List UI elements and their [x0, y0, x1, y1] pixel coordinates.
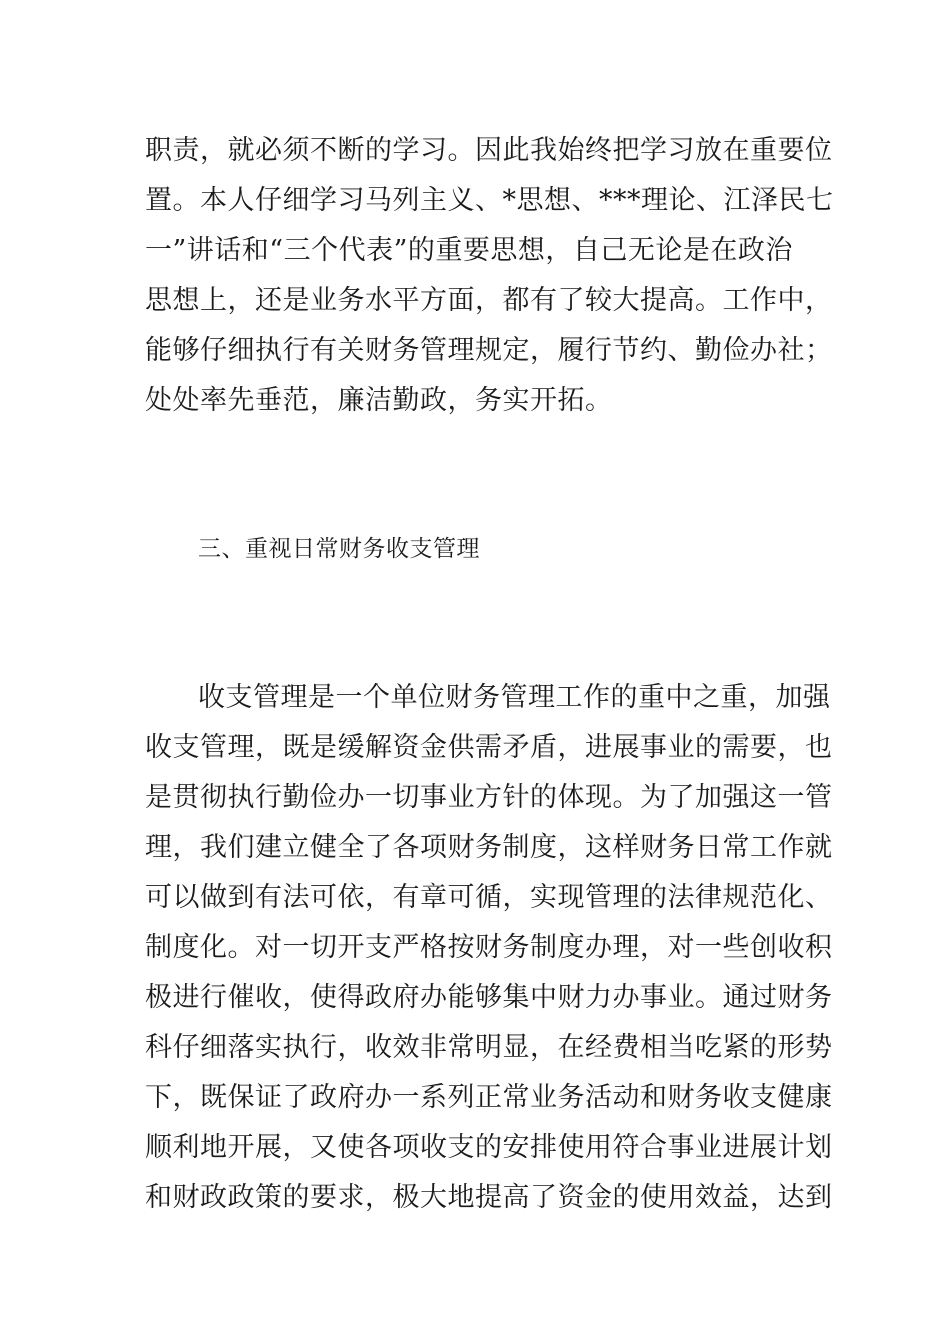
paragraph-line: 顺利地开展，又使各项收支的安排使用符合事业进展计划	[145, 1132, 833, 1163]
paragraph-line: 能够仔细执行有关财务管理规定，履行节约、勤俭办社；	[145, 335, 833, 366]
paragraph-line: 职责，就必须不断的学习。因此我始终把学习放在重要位	[145, 135, 833, 166]
paragraph-line: 收支管理，既是缓解资金供需矛盾，进展事业的需要，也	[145, 732, 833, 763]
paragraph-line: 极进行催收，使得政府办能够集中财力办事业。通过财务	[145, 982, 833, 1013]
paragraph-line: 科仔细落实执行，收效非常明显，在经费相当吃紧的形势	[145, 1032, 833, 1063]
paragraph-line: 理，我们建立健全了各项财务制度，这样财务日常工作就	[145, 832, 833, 863]
section-heading: 三、重视日常财务收支管理	[198, 536, 480, 562]
paragraph-line: 下，既保证了政府办一系列正常业务活动和财务收支健康	[145, 1082, 833, 1113]
paragraph-line: 收支管理是一个单位财务管理工作的重中之重，加强	[198, 682, 831, 713]
paragraph-line: 和财政政策的要求，极大地提高了资金的使用效益，达到	[145, 1182, 833, 1213]
paragraph-line: 制度化。对一切开支严格按财务制度办理，对一些创收积	[145, 932, 833, 963]
paragraph-line: 是贯彻执行勤俭办一切事业方针的体现。为了加强这一管	[145, 782, 833, 813]
paragraph-line: 置。本人仔细学习马列主义、*思想、***理论、江泽民七	[145, 185, 834, 216]
paragraph-line: 可以做到有法可依，有章可循，实现管理的法律规范化、	[145, 882, 833, 913]
paragraph-line: 思想上，还是业务水平方面，都有了较大提高。工作中，	[145, 285, 833, 316]
paragraph-line: 处处率先垂范，廉洁勤政，务实开拓。	[145, 385, 613, 416]
paragraph-line: 一”讲话和“三个代表”的重要思想，自己无论是在政治	[145, 235, 793, 266]
